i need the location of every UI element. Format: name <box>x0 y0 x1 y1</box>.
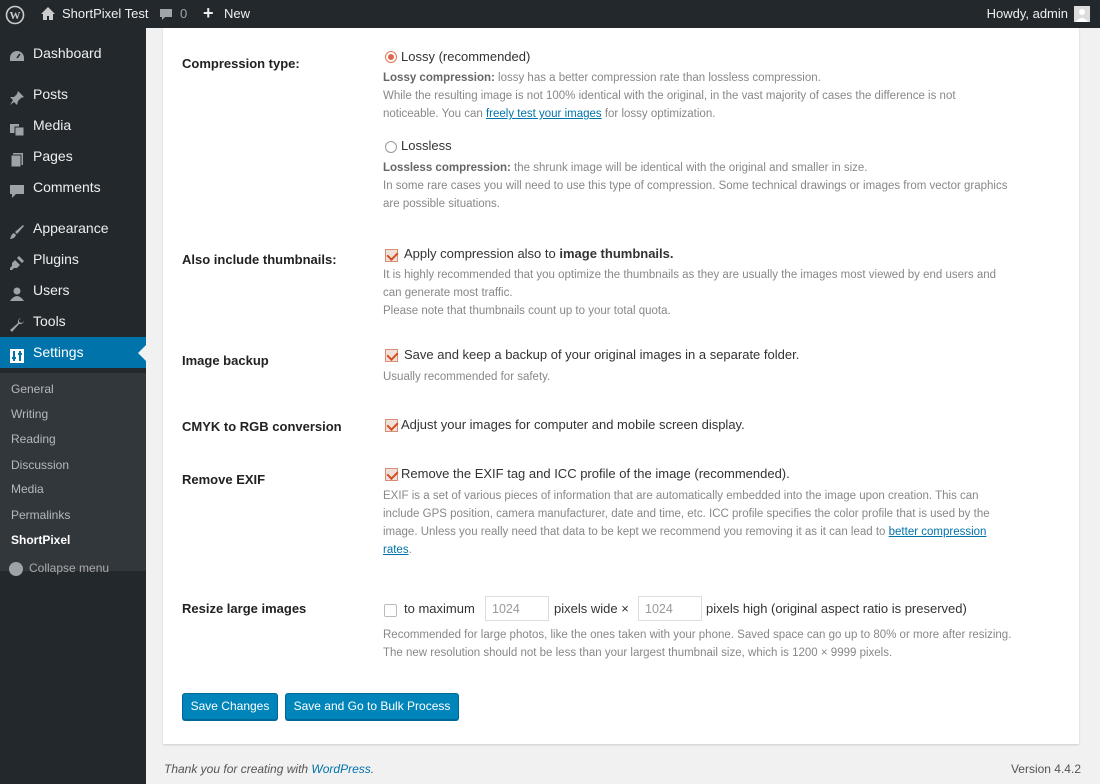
home-icon <box>40 6 56 21</box>
pixels-high-text: pixels high (original aspect ratio is preserved) <box>706 601 967 616</box>
to-maximum-text: to maximum <box>404 601 475 616</box>
submenu-item-reading[interactable]: Reading <box>11 432 56 446</box>
backup-description: Usually recommended for safety. <box>383 371 551 383</box>
resize-checkbox[interactable] <box>384 604 397 617</box>
lossy-desc-line: While the resulting image is not 100% identical with the original, in the vast majority of cases the difference is not <box>383 90 956 102</box>
collapse-label: Collapse menu <box>29 561 110 575</box>
sidebar-item-label: Tools <box>33 313 66 329</box>
comments-link[interactable] <box>159 0 187 28</box>
sidebar-item-label: Appearance <box>33 220 109 236</box>
thumbnails-desc-line: can generate most traffic. <box>383 287 513 299</box>
resize-desc-line: Recommended for large photos, like the ones taken with your phone. Saved space can go up to 80% or more after resizing. <box>383 629 1012 641</box>
thumbnails-label: Also include thumbnails: <box>182 252 337 267</box>
sidebar-item-media[interactable] <box>0 110 146 141</box>
better-compression-link[interactable]: better compression <box>888 526 987 538</box>
admin-sidebar <box>0 28 146 784</box>
current-arrow <box>138 345 146 361</box>
comments-count: 0 <box>180 6 188 21</box>
resize-width-input[interactable] <box>485 596 549 621</box>
save-bulk-process-button[interactable]: Save and Go to Bulk Process <box>285 693 459 720</box>
submenu-item-discussion[interactable]: Discussion <box>11 458 70 472</box>
sidebar-item-appearance[interactable] <box>0 213 146 244</box>
media-icon <box>9 117 25 133</box>
settings-panel <box>163 28 1079 744</box>
lossless-description <box>383 159 1043 213</box>
submenu-item-general[interactable]: General <box>11 382 54 396</box>
sidebar-item-settings[interactable] <box>0 337 146 368</box>
save-changes-button[interactable]: Save Changes <box>182 693 278 720</box>
admin-bar <box>0 0 1100 28</box>
settings-submenu <box>0 373 146 571</box>
submenu-item-permalinks[interactable]: Permalinks <box>11 508 71 522</box>
svg-text:W: W <box>9 10 21 22</box>
site-name-link[interactable] <box>40 0 148 28</box>
thumbnails-checkbox[interactable] <box>385 249 398 262</box>
resize-height-input[interactable] <box>638 596 702 621</box>
thumbnails-desc-line: It is highly recommended that you optimize the thumbnails as they are usually the images most viewed by end users and <box>383 269 997 281</box>
exif-checkbox[interactable] <box>385 468 398 481</box>
sidebar-item-posts[interactable] <box>0 79 146 110</box>
account-menu[interactable] <box>987 0 1090 28</box>
lossless-desc-text: the shrunk image will be identical with the original and smaller in size. <box>510 162 868 174</box>
comments-icon <box>9 179 25 195</box>
sidebar-item-plugins[interactable] <box>0 244 146 275</box>
lossy-description <box>383 69 1043 123</box>
better-compression-link-cont[interactable]: rates <box>383 544 409 556</box>
howdy-text: Howdy, admin <box>986 6 1068 21</box>
sidebar-item-label: Dashboard <box>33 45 102 61</box>
comment-icon <box>159 8 173 21</box>
new-label: New <box>224 6 251 21</box>
lossy-desc-bold: Lossy compression: <box>383 72 495 84</box>
sidebar-item-label: Pages <box>33 148 73 164</box>
exif-desc-line: EXIF is a set of various pieces of information that are automatically embedded into the image upon creation. This can <box>383 490 979 502</box>
resize-description <box>383 626 1043 662</box>
backup-option: Save and keep a backup of your original images in a separate folder. <box>404 347 800 362</box>
exif-desc-text: image. Unless you really need that data to be kept we recommend you removing it as it can lead to <box>383 526 889 538</box>
thumbnails-option-text: Apply compression also to <box>404 246 560 261</box>
sidebar-item-label: Users <box>33 282 70 298</box>
lossless-radio[interactable] <box>385 141 397 153</box>
pixels-wide-text: pixels wide × <box>554 601 629 616</box>
sidebar-item-comments[interactable] <box>0 172 146 203</box>
lossy-label: Lossy (recommended) <box>401 49 531 64</box>
lossless-desc-bold: Lossless compression: <box>383 162 511 174</box>
footer-thanks <box>164 762 374 776</box>
exif-option: Remove the EXIF tag and ICC profile of the image (recommended). <box>401 466 790 481</box>
cmyk-checkbox[interactable] <box>385 419 398 432</box>
lossy-radio[interactable] <box>385 51 397 63</box>
sidebar-item-label: Settings <box>33 344 84 360</box>
cmyk-label: CMYK to RGB conversion <box>182 419 342 434</box>
plus-icon: + <box>203 3 214 23</box>
cmyk-option: Adjust your images for computer and mobile screen display. <box>401 417 745 432</box>
plugin-icon <box>9 251 25 267</box>
sidebar-item-tools[interactable] <box>0 306 146 337</box>
thumbnails-option <box>404 246 674 261</box>
sidebar-item-label: Posts <box>33 86 69 102</box>
wordpress-logo-icon[interactable] <box>5 0 27 28</box>
lossless-label: Lossless <box>401 138 452 153</box>
footer-thanks-text: Thank you for creating with <box>164 762 312 776</box>
site-name: ShortPixel Test <box>62 6 149 21</box>
footer-thanks-end: . <box>370 762 375 776</box>
image-backup-label: Image backup <box>182 353 269 368</box>
avatar <box>1074 6 1090 22</box>
brush-icon <box>9 220 25 236</box>
wordpress-link[interactable]: WordPress <box>311 762 371 776</box>
exif-desc-text: . <box>408 544 412 556</box>
pages-icon <box>9 148 25 164</box>
sidebar-item-users[interactable] <box>0 275 146 306</box>
sidebar-item-pages[interactable] <box>0 141 146 172</box>
resize-label: Resize large images <box>182 601 307 616</box>
sidebar-item-label: Plugins <box>33 251 79 267</box>
sidebar-item-label: Comments <box>33 179 101 195</box>
lossless-desc-line: are possible situations. <box>383 198 500 210</box>
remove-exif-label: Remove EXIF <box>182 472 266 487</box>
pin-icon <box>9 86 25 102</box>
submenu-item-media[interactable]: Media <box>11 482 44 496</box>
freely-test-link[interactable]: freely test your images <box>485 108 602 120</box>
submenu-item-writing[interactable]: Writing <box>11 407 49 421</box>
users-icon <box>9 282 25 298</box>
resize-desc-line: The new resolution should not be less than your largest thumbnail size, which is 1200 × 9999 pixels. <box>383 647 893 659</box>
compression-type-label: Compression type: <box>182 56 300 71</box>
lossy-desc-text: for lossy optimization. <box>601 108 716 120</box>
thumbnails-desc-line: Please note that thumbnails count up to your total quota. <box>383 305 671 317</box>
wrench-icon <box>9 313 25 329</box>
thumbnails-option-bold: image thumbnails. <box>559 246 674 261</box>
dashboard-icon <box>9 45 25 61</box>
sidebar-item-label: Media <box>33 117 72 133</box>
thumbnails-description <box>383 266 1043 320</box>
lossless-desc-line: In some rare cases you will need to use this type of compression. Some technical drawings or images from vector graphics <box>383 180 1008 192</box>
exif-description <box>383 487 1043 559</box>
submenu-item-shortpixel[interactable]: ShortPixel <box>11 533 71 547</box>
new-content-link[interactable] <box>203 0 250 28</box>
collapse-icon <box>9 562 23 576</box>
exif-desc-line: include GPS position, camera manufacturer, date and time, etc. ICC profile specifies the color profile that is used by the <box>383 508 990 520</box>
sidebar-item-dashboard[interactable] <box>0 38 146 69</box>
collapse-menu-button[interactable] <box>9 560 109 576</box>
footer-version: Version 4.4.2 <box>1010 762 1081 776</box>
lossy-desc-text: lossy has a better compression rate than lossless compression. <box>494 72 821 84</box>
lossy-desc-text: noticeable. You can <box>383 108 486 120</box>
backup-checkbox[interactable] <box>385 349 398 362</box>
settings-icon <box>9 344 25 360</box>
